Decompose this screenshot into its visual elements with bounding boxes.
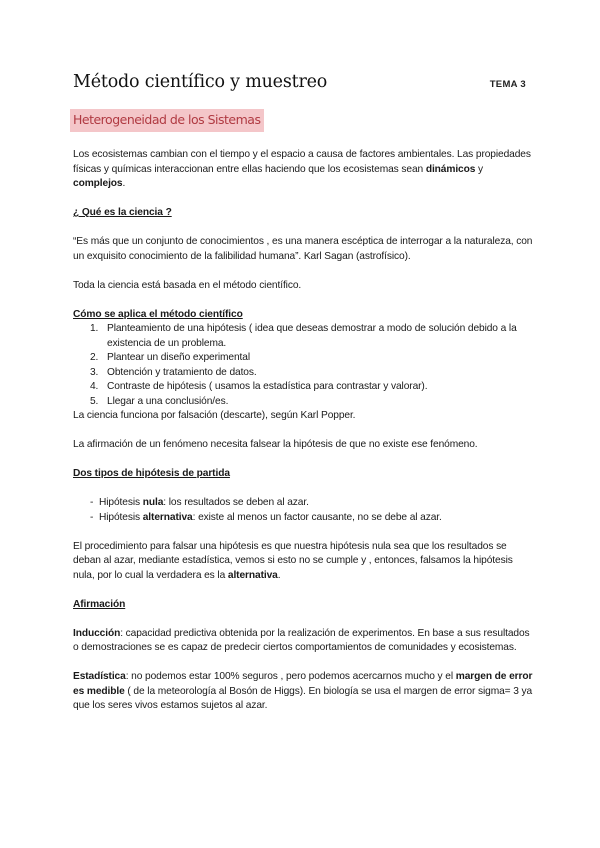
estadistica-text-end: ( de la meteorología al Bosón de Higgs). En biología se usa el margen de error sigma= 3 ya que los seres vivos estamos sujetos al azar. — [73, 685, 533, 711]
estadistica-text: : no podemos estar 100% seguros , pero podemos acercarnos mucho y el — [125, 671, 456, 682]
estadistica-paragraph — [73, 670, 533, 714]
estadistica-bold: Estadística — [73, 671, 126, 682]
procedure-paragraph — [73, 540, 533, 584]
subtitle-highlight — [70, 109, 264, 132]
list-item — [73, 496, 533, 511]
method-steps-list — [73, 322, 533, 409]
document-body — [73, 148, 533, 714]
list-item: 2. Plantear un diseño experimental — [101, 351, 533, 366]
intro-paragraph — [73, 148, 533, 192]
intro-text: Los ecosistemas cambian con el tiempo y el espacio a causa de factores ambientales. Las propiedades físicas y químicas interaccionan entre ellas haciendo que los ecosistemas sean — [73, 149, 531, 175]
list-item — [73, 511, 533, 526]
list-item: 4. Contraste de hipótesis ( usamos la estadística para contrastar y valorar). — [101, 380, 533, 395]
induccion-paragraph — [73, 627, 533, 656]
hypothesis-list — [73, 496, 533, 525]
popper-text: La ciencia funciona por falsación (descarte), según Karl Popper. — [73, 410, 356, 421]
document-title: Método científico y muestreo — [73, 72, 328, 92]
dash-bullet: - — [90, 497, 94, 508]
list-item: 3. Obtención y tratamiento de datos. — [101, 366, 533, 381]
heading-afirmacion: Afirmación — [73, 598, 126, 610]
estadistica-bold-margen: margen de error es medible — [73, 671, 533, 697]
intro-text-end: . — [122, 178, 126, 189]
hyp-alt-bold: alternativa — [142, 511, 193, 523]
hyp-null-bold: nula — [142, 497, 164, 508]
procedure-bold: alternativa — [227, 569, 278, 581]
sagan-quote: “Es más que un conjunto de conocimientos , es una manera escéptica de interrogar a la naturaleza, con un exquisito conocimiento de la falibilidad humana”. Karl Sagan (astrofísico). — [73, 236, 533, 262]
intro-text-joiner: y — [475, 163, 484, 175]
induccion-text: : capacidad predictiva obtenida por la realización de experimentos. En base a sus resultados o demostraciones se es capaz de predecir ciertos comportamientos de comunidades y ecosistemas. — [73, 627, 530, 653]
hyp-alt-pre: Hipótesis — [99, 511, 143, 523]
ciencia-base-text: Toda la ciencia está basada en el método científico. — [73, 279, 302, 291]
hyp-null-post: : los resultados se deben al azar. — [163, 497, 309, 508]
hyp-alt-post: : existe al menos un factor causante, no se debe al azar. — [192, 511, 442, 523]
induccion-bold: Inducción — [73, 627, 121, 639]
heading-hipotesis: Dos tipos de hipótesis de partida — [73, 468, 230, 479]
heading-que-es-ciencia: ¿ Qué es la ciencia ? — [73, 207, 172, 218]
procedure-end: . — [277, 569, 281, 581]
heading-metodo: Cómo se aplica el método científico — [73, 308, 243, 320]
hyp-null-pre: Hipótesis — [99, 497, 143, 508]
list-item: 1. Planteamiento de una hipótesis ( idea que deseas demostrar a modo de solución debido a la existencia de un problema. — [101, 322, 533, 351]
section-subtitle: Heterogeneidad de los Sistemas — [73, 112, 261, 127]
dash-bullet: - — [90, 511, 94, 523]
list-item: 5. Llegar a una conclusión/es. — [101, 395, 533, 410]
intro-bold-dinamicos: dinámicos — [425, 163, 476, 175]
topic-label: TEMA 3 — [489, 79, 526, 90]
intro-bold-complejos: complejos — [73, 178, 123, 189]
falsar-text: La afirmación de un fenómeno necesita falsear la hipótesis de que no existe ese fenómeno. — [73, 439, 478, 450]
procedure-text: El procedimiento para falsar una hipótesis es que nuestra hipótesis nula sea que los resultados se deban al azar, mediante estadística, vemos si esto no se cumple y , entonces, falsamos la hipótesis nula, por lo cual la verdadera es la — [73, 540, 513, 581]
